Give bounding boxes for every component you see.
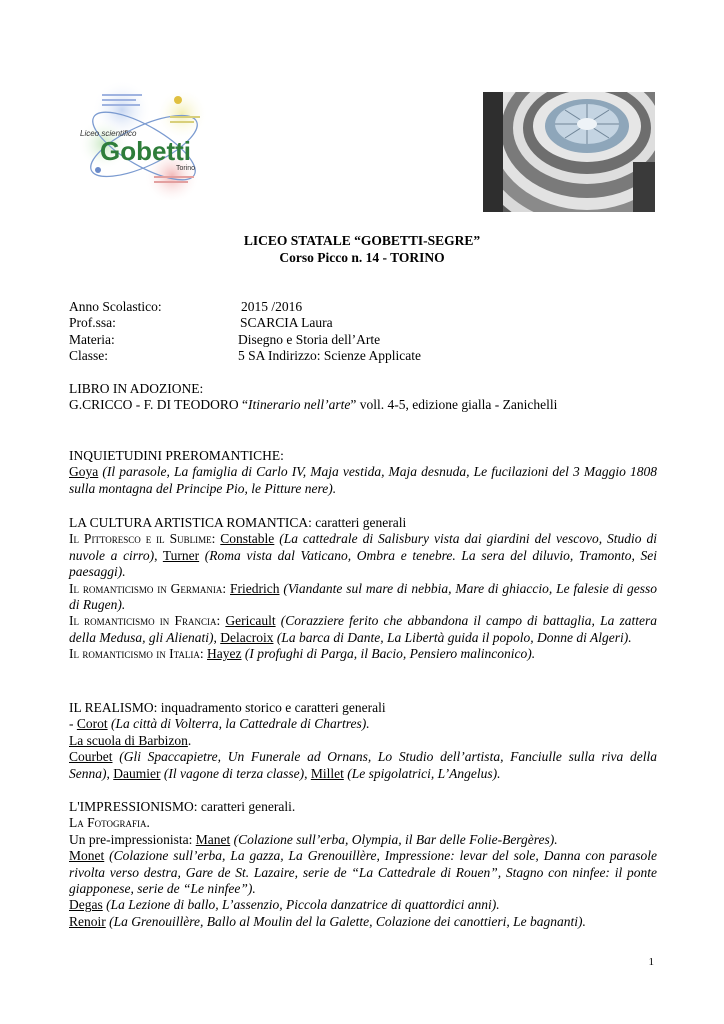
artist-friedrich: Friedrich: [230, 580, 280, 596]
artist-turner: Turner: [162, 547, 200, 563]
barbizon-school: La scuola di Barbizon: [69, 732, 188, 748]
info-value-year: 2015 /2016: [241, 299, 303, 314]
artist-monet: Monet: [69, 848, 105, 864]
info-value-class: 5 SA Indirizzo: Scienze Applicate: [238, 348, 421, 364]
artist-degas: Degas: [69, 897, 103, 913]
romanticism-francia: Il romanticismo in Francia: Gericault (Corazziere ferito che abbandona il campo di battaglia, La zattera della Medusa, gli Alienati), Delacroix (La barca di Dante, La Libertà guida il popolo, Donne di Algeri).: [69, 613, 657, 645]
romanticism-heading: LA CULTURA ARTISTICA ROMANTICA: caratteri generali: [69, 515, 407, 530]
textbook-authors: G.CRICCO - F. DI TEODORO “: [69, 397, 249, 413]
info-label-year: Anno Scolastico:: [69, 299, 162, 314]
section-realism: [69, 700, 657, 782]
romanticism-germania: Il romanticismo in Germania: Friedrich (Viandante sul mare di nebbia, Mare di ghiaccio, Le falesie di gesso di Rugen).: [69, 580, 657, 613]
realism-heading: IL REALISMO: inquadramento storico e caratteri generali: [69, 700, 386, 715]
romanticism-italia: Il romanticismo in Italia: Hayez (I profughi di Parga, il Bacio, Pensiero malinconico).: [69, 646, 536, 662]
info-row-year: [69, 299, 657, 315]
rotunda-photo: [483, 92, 655, 212]
artist-renoir: Renoir: [69, 913, 106, 929]
section-impressionism: [69, 799, 657, 930]
school-name: LICEO STATALE “GOBETTI-SEGRE”: [243, 233, 481, 248]
textbook-heading: LIBRO IN ADOZIONE:: [69, 381, 204, 396]
info-value-teacher: SCARCIA Laura: [240, 315, 333, 331]
textbook-edition: ” voll. 4-5, edizione gialla - Zanichelli: [350, 397, 558, 413]
romanticism-pittoresco: Il Pittoresco e il Sublime: Constable (La cattedrale di Salisbury vista dai giardini del vescovo, Studio di nuvole a cirro), Turner (Roma vista dal Vaticano, Ombra e tenebre. La sera del diluvio, Tramonto, Sei paesaggi).: [69, 531, 657, 580]
course-info: [69, 299, 657, 365]
impressionism-renoir: Renoir (La Grenouillère, Ballo al Moulin del la Galette, Colazione dei canottieri, Le bagnanti).: [69, 913, 586, 929]
info-row-subject: [69, 332, 657, 348]
textbook-title: Itinerario nell’arte: [248, 397, 351, 413]
artist-corot: Corot: [76, 716, 108, 732]
school-logo: [78, 80, 210, 200]
info-row-teacher: [69, 315, 657, 331]
school-logo-graphic: [78, 80, 210, 200]
artist-gericault: Gericault: [225, 613, 276, 629]
realism-corot: - Corot (La città di Volterra, la Cattedrale di Chartres).: [69, 716, 370, 732]
info-row-class: [69, 348, 657, 364]
artist-delacroix: Delacroix: [220, 629, 274, 645]
realism-courbet: Courbet (Gli Spaccapietre, Un Funerale ad Ornans, Lo Studio dell’artista, Fanciulle sulla riva della Senna), Daumier (Il vagone di terza classe), Millet (Le spigolatrici, L’Angelus).: [69, 749, 657, 781]
info-value-subject: Disegno e Storia dell’Arte: [238, 331, 381, 347]
artist-millet: Millet: [310, 765, 344, 781]
page-number: 1: [648, 956, 654, 968]
info-label-class: Classe:: [69, 348, 108, 364]
impressionism-manet: Un pre-impressionista: Manet (Colazione sull’erba, Olympia, il Bar delle Folie-Bergères).: [69, 831, 558, 847]
artist-courbet: Courbet: [69, 749, 113, 765]
artist-goya: Goya: [69, 464, 99, 480]
impressionism-fotografia: La Fotografia.: [69, 815, 150, 831]
artist-daumier: Daumier: [113, 765, 161, 781]
school-address: Corso Picco n. 14 - TORINO: [279, 250, 445, 265]
artist-hayez: Hayez: [207, 646, 242, 662]
info-label-teacher: Prof.ssa:: [69, 315, 116, 331]
impressionism-monet: Monet (Colazione sull’erba, La gazza, La Grenouillère, Impressione: levar del sole, Danna con parasole rivolta verso destra, Gare de St. Lazaire, serie de “La Cattedrale di Rouen”, Stagno con ninfee: il ponte giapponese, serie de “Le ninfee”).: [69, 848, 657, 897]
artist-manet: Manet: [195, 831, 231, 847]
rotunda-photo-graphic: [483, 92, 655, 212]
preromantic-goya: [69, 464, 657, 497]
info-label-subject: Materia:: [69, 331, 115, 347]
logo-brand-text: Gobetti: [100, 136, 191, 166]
textbook-section: [69, 381, 657, 414]
section-preromantic: [69, 448, 657, 497]
realism-barbizon: La scuola di Barbizon.: [69, 732, 192, 748]
impressionism-heading: L'IMPRESSIONISMO: caratteri generali.: [69, 799, 296, 814]
logo-subtitle-torino: Torino: [176, 165, 196, 172]
section-romanticism: [69, 515, 657, 663]
impressionism-degas: Degas (La Lezione di ballo, L’assenzio, Piccola danzatrice di quattordici anni).: [69, 897, 500, 913]
textbook-reference: [69, 397, 657, 413]
goya-works: (Il parasole, La famiglia di Carlo IV, Maja vestida, Maja desnuda, Le fucilazioni del 3 Maggio 1808 sulla montagna del Principe Pio, le Pitture nere).: [69, 464, 657, 496]
preromantic-heading: INQUIETUDINI PREROMANTICHE:: [69, 448, 284, 463]
artist-constable: Constable: [220, 531, 275, 547]
logo-subtitle-liceo: Liceo scientifico: [80, 129, 137, 138]
